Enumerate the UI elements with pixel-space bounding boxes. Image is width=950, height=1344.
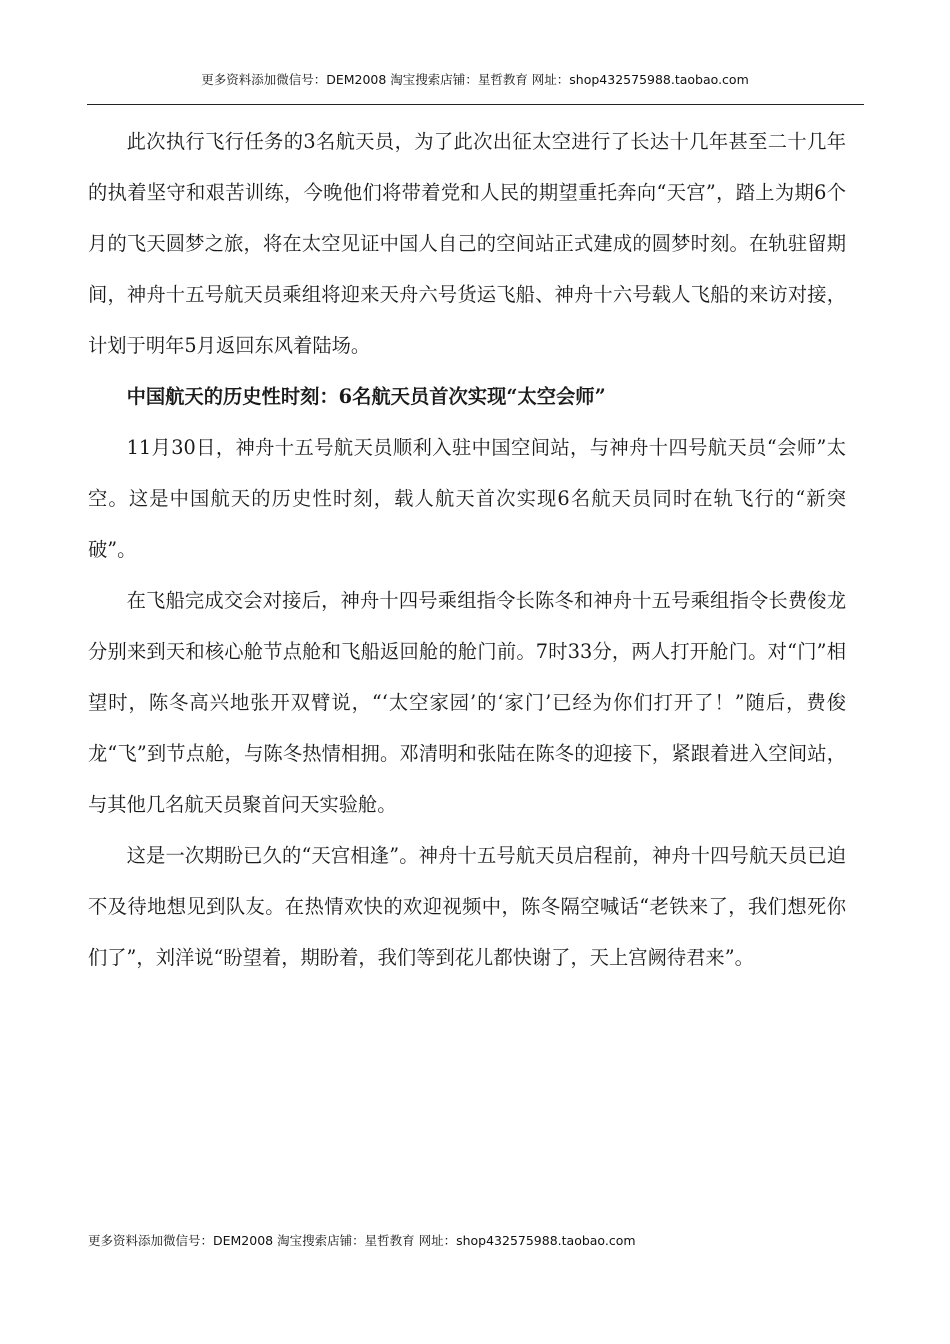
section-heading: 中国航天的历史性时刻：6名航天员首次实现“太空会师”	[126, 385, 606, 408]
document-body	[88, 116, 846, 983]
paragraph-hatch-opening: 在飞船完成交会对接后，神舟十四号乘组指令长陈冬和神舟十五号乘组指令长费俊龙分别来到天和核心舱节点舱和飞船返回舱的舱门前。7时33分，两人打开舱门。对“门”相望时，陈冬高兴地张开双臂说，“‘太空家园’的‘家门’已经为你们打开了！”随后，费俊龙“飞”到节点舱，与陈冬热情相拥。邓清明和张陆在陈冬的迎接下，紧跟着进入空间站，与其他几名航天员聚首问天实验舱。	[88, 589, 846, 816]
paragraph-rendezvous: 11月30日，神舟十五号航天员顺利入驻中国空间站，与神舟十四号航天员“会师”太空。这是中国航天的历史性时刻，载人航天首次实现6名航天员同时在轨飞行的“新突破”。	[88, 436, 846, 561]
header-divider	[87, 104, 864, 105]
paragraph-welcome: 这是一次期盼已久的“天宫相逢”。神舟十五号航天员启程前，神舟十四号航天员已迫不及待地想见到队友。在热情欢快的欢迎视频中，陈冬隔空喊话“老铁来了，我们想死你们了”，刘洋说“盼望着，期盼着，我们等到花儿都快谢了，天上宫阙待君来”。	[88, 844, 846, 969]
page-header: 更多资料添加微信号：DEM2008 淘宝搜索店铺：星哲教育 网址：shop432575988.taobao.com	[201, 72, 749, 87]
page-footer: 更多资料添加微信号：DEM2008 淘宝搜索店铺：星哲教育 网址：shop432575988.taobao.com	[88, 1233, 636, 1248]
paragraph-crew-mission: 此次执行飞行任务的3名航天员，为了此次出征太空进行了长达十几年甚至二十几年的执着坚守和艰苦训练，今晚他们将带着党和人民的期望重托奔向“天宫”，踏上为期6个月的飞天圆梦之旅，将在太空见证中国人自己的空间站正式建成的圆梦时刻。在轨驻留期间，神舟十五号航天员乘组将迎来天舟六号货运飞船、神舟十六号载人飞船的来访对接，计划于明年5月返回东风着陆场。	[88, 130, 846, 357]
